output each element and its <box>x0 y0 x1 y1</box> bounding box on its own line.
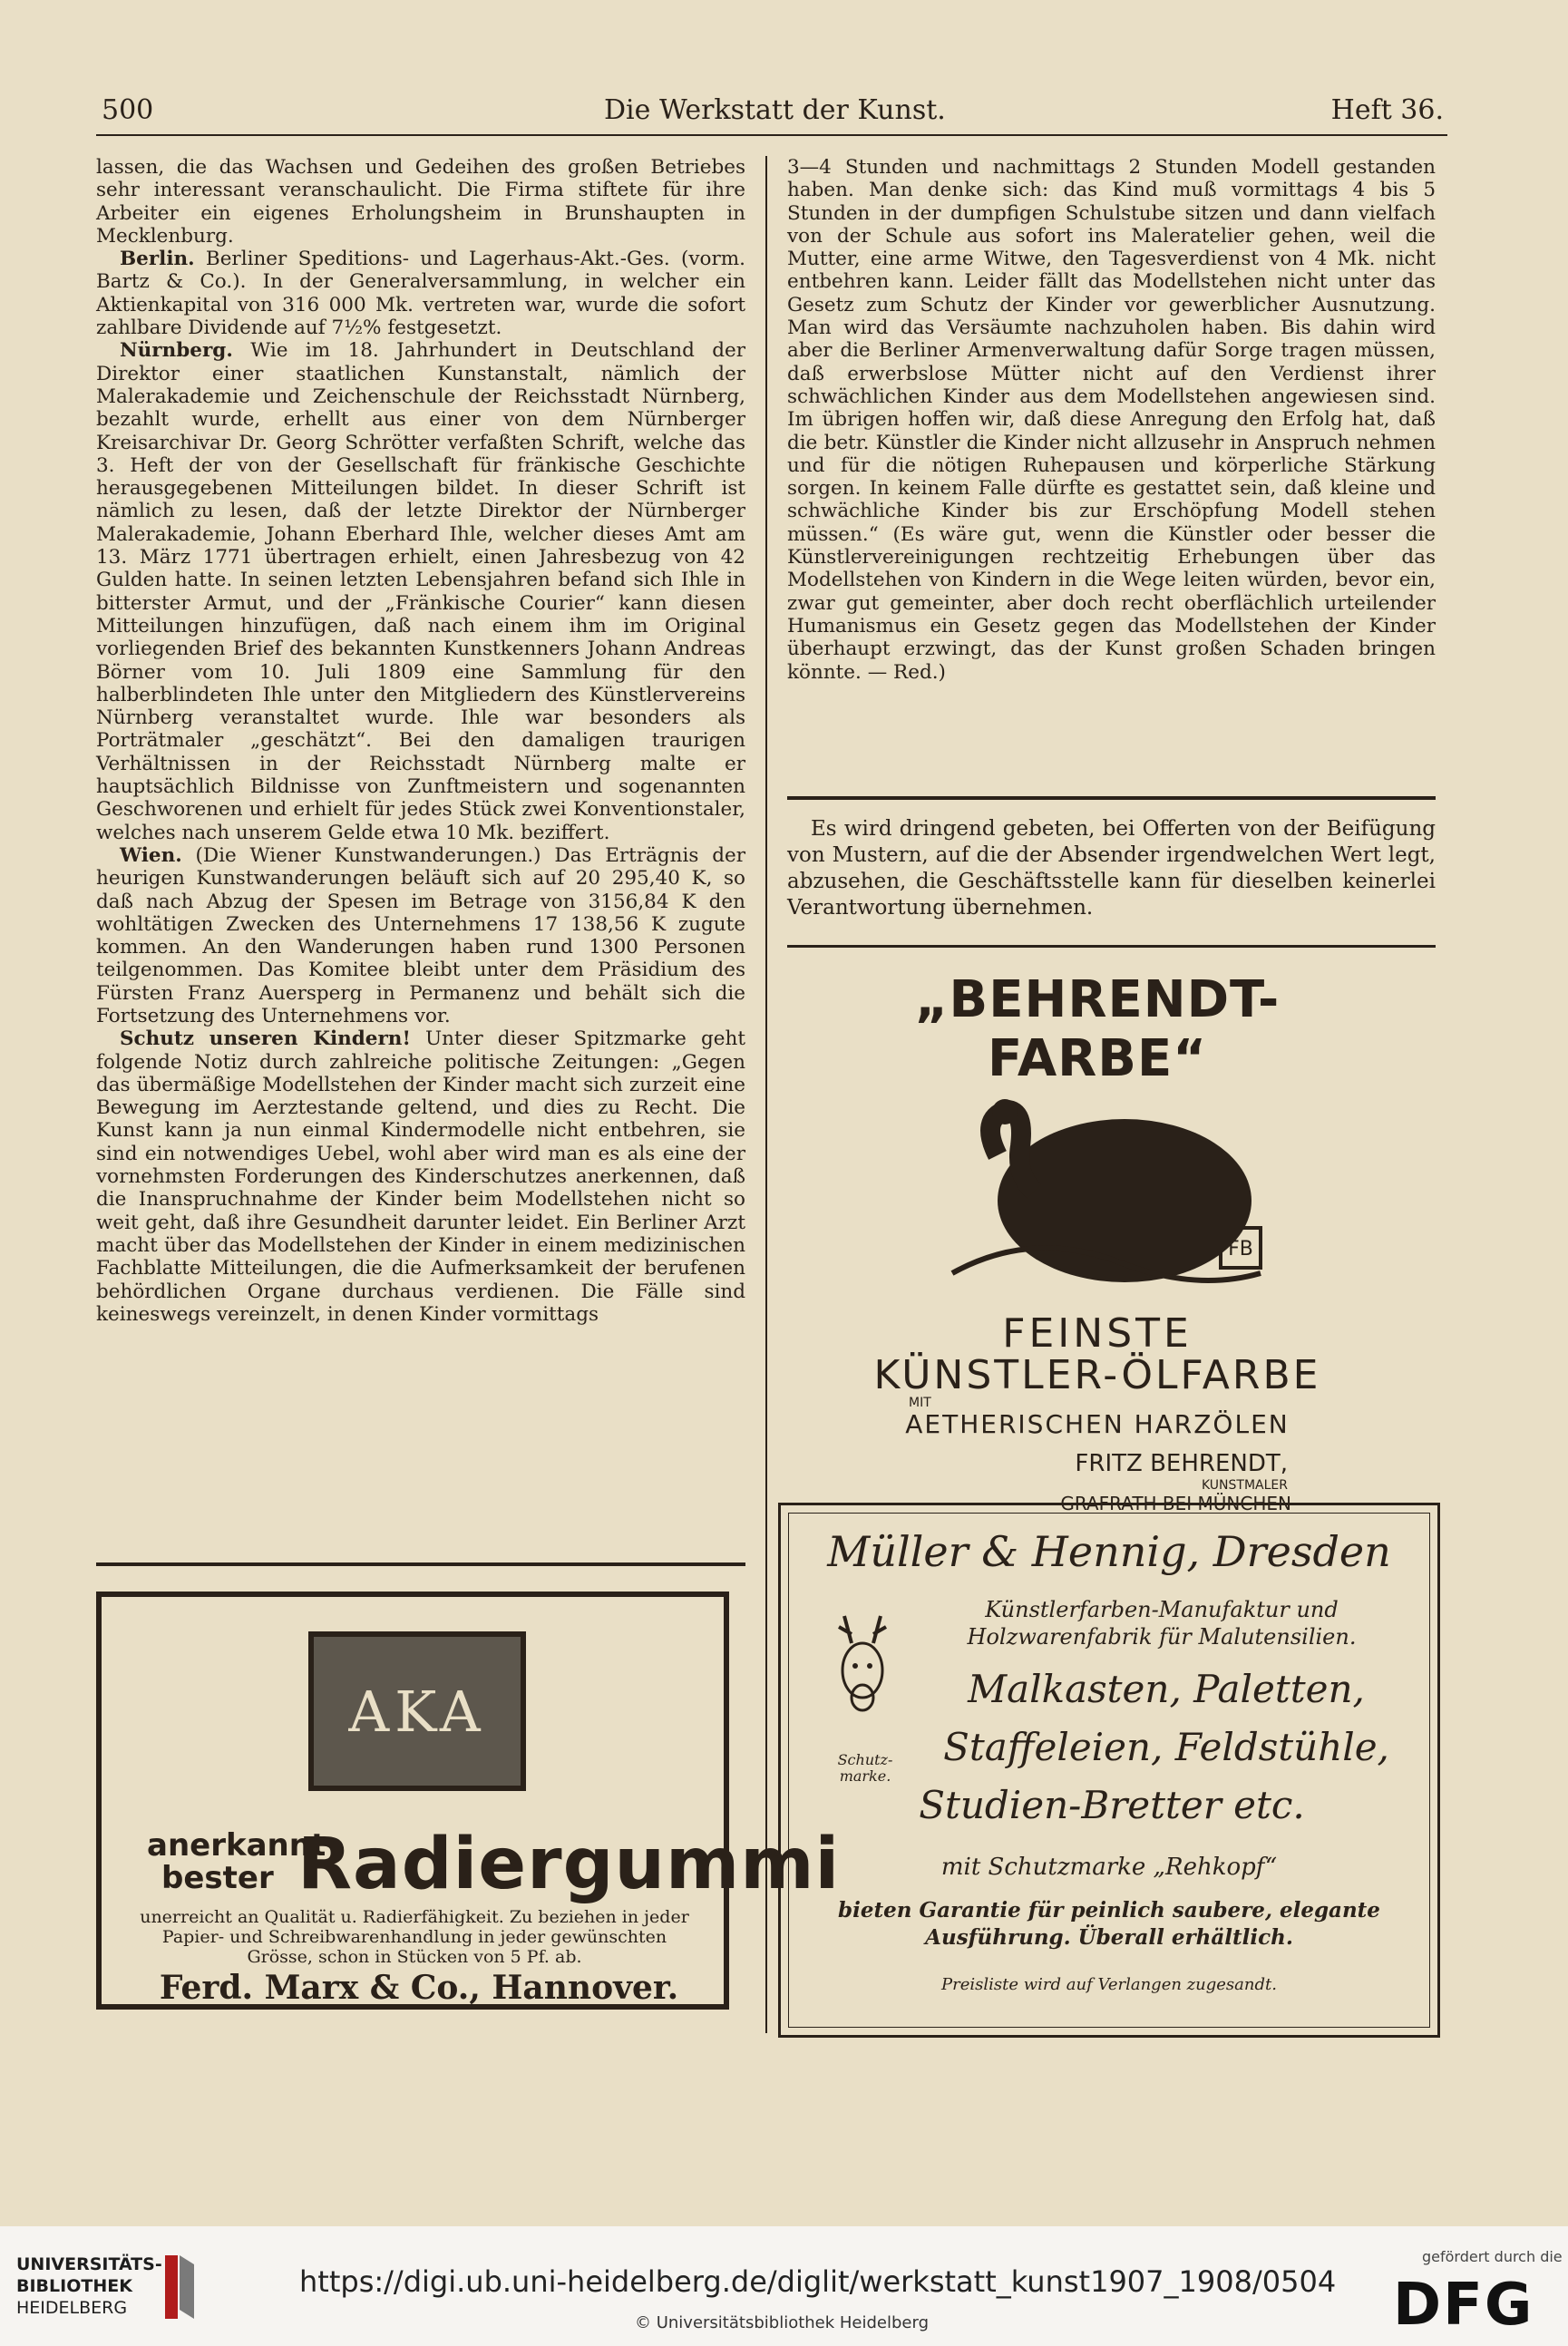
notice-divider <box>787 796 1436 800</box>
article-heading: Nürnberg. <box>120 339 233 363</box>
library-line: HEIDELBERG <box>16 2298 128 2318</box>
ad-guarantee: bieten Garantie für peinlich saubere, elegante <box>838 1898 1380 1923</box>
ad-trademark-line: mit Schutzmarke „Rehkopf“ <box>940 1854 1278 1881</box>
copyright-notice: © Universitätsbibliothek Heidelberg <box>635 2313 930 2332</box>
ad-brand: „BEHRENDT-FARBE“ <box>914 970 1281 1088</box>
column-separator <box>765 156 767 2033</box>
funding-label: gefördert durch die <box>1422 2248 1563 2265</box>
article-paragraph <box>96 1027 745 1326</box>
ad-product-line: Malkasten, Paletten, <box>968 1667 1365 1711</box>
article-text: Berliner Speditions- und Lagerhaus-Akt.-Ges. (vorm. Bartz & Co.). In der Generalversammlung, in welcher ein Aktienkapital von 316 000 Mk. vertreten war, wurde die sofort zahlbare Dividende auf 7½% festgesetzt. <box>96 248 745 340</box>
journal-title: Die Werkstatt der Kunst. <box>604 94 946 126</box>
ad-line-a: anerkannt <box>147 1827 326 1864</box>
trademark-caption: Schutz-marke. <box>837 1751 893 1785</box>
ad-product-line: Staffeleien, Feldstühle, <box>943 1725 1389 1769</box>
right-column <box>787 156 1436 684</box>
ad-line: KUNSTMALER <box>1202 1478 1288 1493</box>
ad-subtitle: Holzwarenfabrik für Malutensilien. <box>967 1624 1357 1650</box>
turkey-illustration <box>898 1092 1297 1309</box>
viewer-footer <box>0 2226 1568 2346</box>
ad-line: FEINSTE <box>1002 1310 1193 1357</box>
ad-description: unerreicht an Qualität u. Radierfähigkeit. Zu beziehen in jeder Papier- und Schreibwarenhandlung in jeder gewünschten Grösse, schon in Stücken von 5 Pf. ab. <box>140 1907 689 1967</box>
column-divider <box>96 1562 745 1566</box>
ad-line: FRITZ BEHRENDT, <box>1075 1450 1288 1477</box>
ad-line: GRAFRATH BEI MÜNCHEN <box>1060 1493 1291 1514</box>
monogram: FB <box>1228 1238 1253 1261</box>
article-paragraph <box>96 339 745 844</box>
eraser-label: AKA <box>348 1678 486 1745</box>
notice-divider-bottom <box>787 945 1436 948</box>
eraser-illustration <box>308 1631 526 1791</box>
ad-line: KÜNSTLER-ÖLFARBE <box>873 1352 1321 1398</box>
left-column <box>96 156 745 1326</box>
page-header <box>96 91 1447 136</box>
page-number: 500 <box>102 94 154 126</box>
ad-product-line: Studien-Bretter etc. <box>919 1783 1305 1827</box>
article-text: (Die Wiener Kunstwanderungen.) Das Erträgnis der heurigen Kunstwanderungen beläuft sich auf 20 295,40 K, so daß nach Abzug der Spesen im Betrage von 3156,84 K den wohltätigen Zwecken des Unternehmens 17 138,56 K zugute kommen. An den Wanderungen haben rund 1300 Personen teilgenommen. Das Komitee bleibt unter dem Präsidium des Fürsten Franz Auersperg in Permanenz und behält sich die Fortsetzung des Unternehmens vor. <box>96 843 745 1027</box>
article-paragraph: lassen, die das Wachsen und Gedeihen des großen Betriebes sehr interessant veranschaulicht. Die Firma stiftete für ihre Arbeiter ein eigenes Erholungsheim in Brunshaupten in Mecklenburg. <box>96 156 745 248</box>
library-line: BIBLIOTHEK <box>16 2276 132 2296</box>
article-paragraph <box>96 248 745 339</box>
ad-subtitle: Künstlerfarben-Manufaktur und <box>985 1597 1339 1622</box>
ad-guarantee: Ausführung. Überall erhältlich. <box>925 1925 1293 1950</box>
ad-pricelist: Preisliste wird auf Verlangen zugesandt. <box>941 1975 1277 1994</box>
issue-number: Heft 36. <box>1330 94 1444 126</box>
article-heading: Wien. <box>120 843 182 867</box>
article-heading: Berlin. <box>120 248 195 271</box>
ad-line-b: bester <box>161 1860 274 1896</box>
article-text: Unter dieser Spitzmarke geht folgende Notiz durch zahlreiche politische Zeitungen: „Gegen das übermäßige Modellstehen der Kinder macht sich zurzeit eine Bewegung im Aerztestande geltend, und dies zu Recht. Die Kunst kann ja nun einmal Kindermodelle nicht entbehren, sie sind ein notwendiges Uebel, wohl aber wird man es als eine der vornehmsten Forderungen des Kinderschutzes anerkennen, daß die Inanspruchnahme der Kinder beim Modellstehen nicht so weit geht, daß ihre Gesundheit darunter leidet. Ein Berliner Arzt macht über das Modellstehen der Kinder in einem medizinischen Fachblatte Mitteilungen, die die Aufmerksamkeit der berufenen behördlichen Organe durchaus verdienen. Die Fälle sind keineswegs vereinzelt, in denen Kinder vormittags <box>96 1027 745 1326</box>
library-name <box>16 2254 162 2319</box>
ad-line: MIT <box>909 1396 931 1410</box>
ad-line: AETHERISCHEN HARZÖLEN <box>905 1409 1290 1439</box>
ad-title: Müller & Hennig, Dresden <box>827 1527 1391 1576</box>
permalink[interactable]: https://digi.ub.uni-heidelberg.de/diglit/werkstatt_kunst1907_1908/0504 <box>299 2264 1337 2299</box>
article-heading: Schutz unseren Kindern! <box>120 1027 411 1051</box>
library-logo-icon <box>161 2252 198 2322</box>
ad-headline: Radiergummi <box>297 1824 841 1905</box>
notice-text: Es wird dringend gebeten, bei Offerten von der Beifügung von Mustern, auf die der Absender irgendwelchen Wert legt, abzusehen, die Geschäftsstelle kann für dieselben keinerlei Verantwortung übernehmen. <box>787 817 1436 920</box>
ad-behrendt-farbe <box>852 961 1342 1514</box>
article-text: Wie im 18. Jahrhundert in Deutschland der Direktor einer staatlichen Kunstanstalt, nämlich der Malerakademie und Zeichenschule der Reichsstadt Nürnberg, bezahlt wurde, erhellt aus einer von dem Nürnberger Kreisarchivar Dr. Georg Schrötter verfaßten Schrift, welche das 3. Heft der von der Gesellschaft für fränkische Geschichte herausgegebenen Mitteilungen bildet. In dieser Schrift ist nämlich zu lesen, daß der letzte Direktor der Nürnberger Malerakademie, Johann Eberhard Ihle, welcher dieses Amt am 13. März 1771 übertragen erhielt, einen Jahresbezug von 42 Gulden hatte. In seinen letzten Lebensjahren befand sich Ihle in bitterster Armut, und der „Fränkische Courier“ kann diesen Mitteilungen hinzufügen, daß nach einem ihm im Original vorliegenden Brief des bekannten Kunstkenners Johann Andreas Börner vom 10. Juli 1809 eine Sammlung für den halberblindeten Ihle unter den Mitgliedern des Künstlervereins Nürnberg veranstaltet wurde. Ihle war besonders als Porträtmaler „geschätzt“. Bei den damaligen traurigen Verhältnissen in der Reichsstadt Nürnberg malte er hauptsächlich Bildnisse von Zunftmeistern und sogenannten Geschworenen und erhielt für jedes Stück zwei Konventionstaler, welches nach unserem Gelde etwa 10 Mk. beziffert. <box>96 339 745 844</box>
dfg-logo: DFG <box>1393 2272 1534 2339</box>
article-paragraph: 3—4 Stunden und nachmittags 2 Stunden Modell gestanden haben. Man denke sich: das Kind muß vormittags 4 bis 5 Stunden in der dumpfigen Schulstube sitzen und dann vielfach von der Schule aus sofort ins Maleratelier gehen, weil die Mutter, eine arme Witwe, den Tagesverdienst von 4 Mk. nicht entbehren kann. Leider fällt das Modellstehen nicht unter das Gesetz zum Schutz der Kinder vor gewerblicher Ausnutzung. Man wird das Versäumte nachzuholen haben. Bis dahin wird aber die Berliner Armenverwaltung dafür Sorge tragen müssen, daß erwerbslose Mütter nicht auf den Verdienst ihrer schwächlichen Kinder aus dem Modellstehen angewiesen sind. Im übrigen hoffen wir, daß diese Anregung den Erfolg hat, daß die betr. Künstler die Kinder nicht allzusehr in Anspruch nehmen und für die nötigen Ruhepausen und körperliche Stärkung sorgen. In keinem Falle dürfte es gestattet sein, daß kleine und schwächliche Kinder bis zur Erschöpfung Modell stehen müssen.“ (Es wäre gut, wenn die Künstler oder besser die Künstlervereinigungen rechtzeitig Erhebungen über das Modellstehen von Kindern in die Wege leiten würden, bevor ein, zwar gut gemeinter, aber doch recht oberflächlich urteilender Humanismus ein Gesetz gegen das Modellstehen der Kinder überhaupt erzwingt, das der Kunst großen Schaden bringen könnte. — Red.) <box>787 156 1436 684</box>
library-line: UNIVERSITÄTS- <box>16 2254 162 2274</box>
article-paragraph <box>96 844 745 1027</box>
ad-company: Ferd. Marx & Co., Hannover. <box>159 1969 679 2007</box>
ad-mueller-hennig <box>778 1503 1440 2038</box>
ad-aka-radiergummi <box>96 1592 841 2010</box>
deer-head-icon <box>817 1607 908 1743</box>
